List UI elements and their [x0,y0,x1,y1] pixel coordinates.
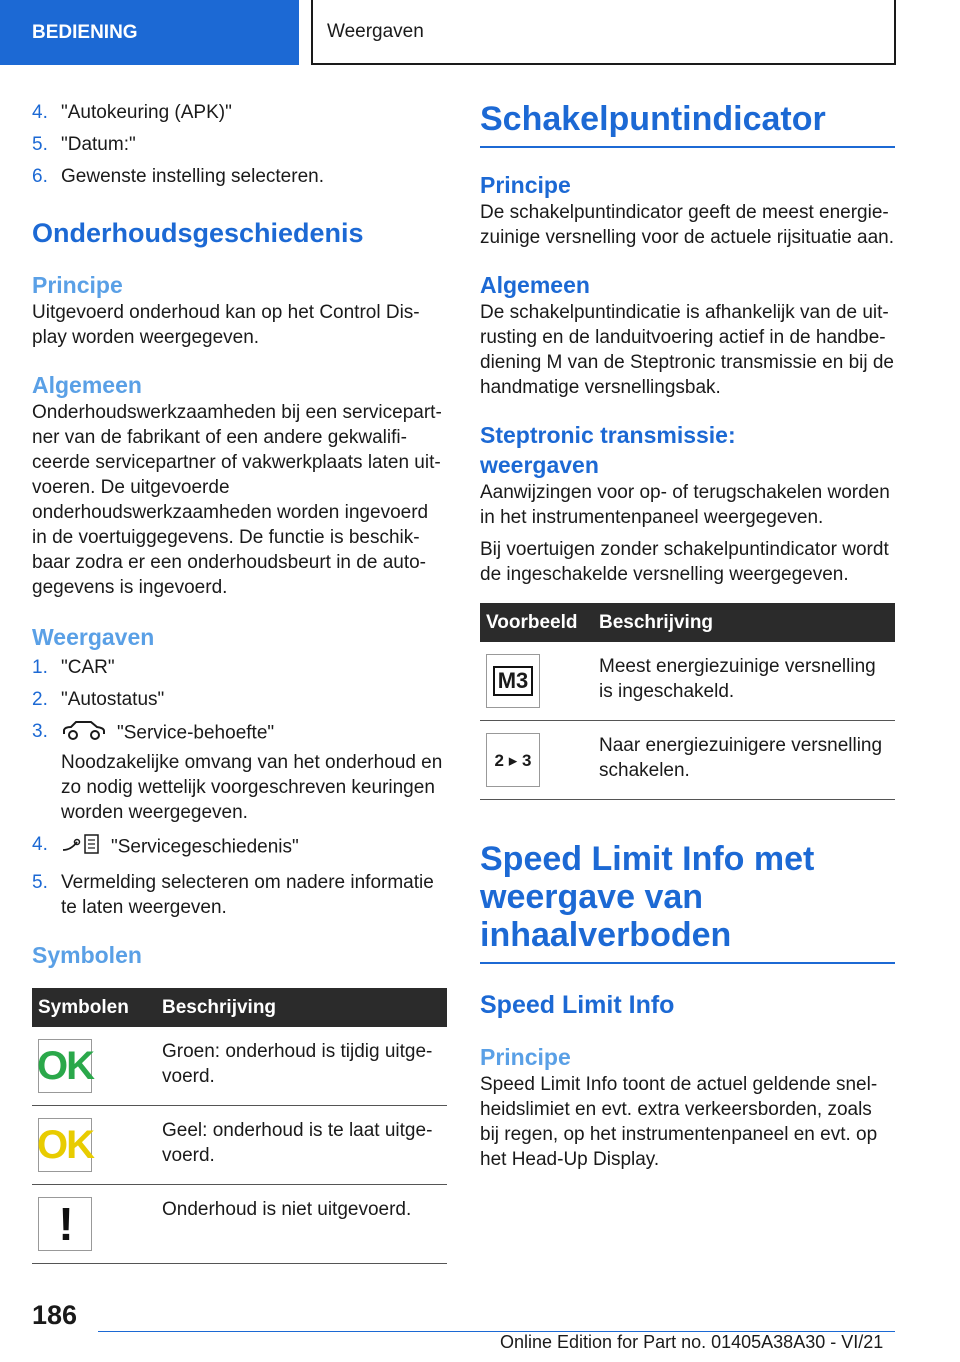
step-number: 4. [32,102,48,123]
right-column [480,100,895,1172]
section-label: BEDIENING [32,21,138,43]
left-column [32,100,447,1264]
table-cell: Meest energiezuinige versnelling is ingeschakeld. [593,642,895,721]
step-detail: Noodzakelijke omvang van het onderhoud en zo nodig wettelijk voorgeschreven keuringen worden weergegeven. [61,752,443,823]
footer-edition: Online Edition for Part no. 01405A38A30 - VI/21 [500,1332,884,1352]
paragraph-principe-right: De schakelpuntindicator geeft de meest energie-zuinige versnelling voor de actuele rijsituatie aan. [480,202,895,248]
paragraph-steptronic-2: Bij voertuigen zonder schakelpuntindicator wordt de ingeschakelde versnelling weergegeven. [480,539,889,585]
list-item [32,832,447,863]
table-row [32,1106,447,1185]
list-item [32,100,447,125]
list-item [32,719,447,825]
chapter-tab [311,0,896,65]
paragraph-steptronic-1: Aanwijzingen voor op- of terugschakelen worden in het instrumentenpaneel weergegeven. [480,482,890,528]
list-item [32,870,447,920]
ok-green-icon: OK [38,1039,92,1093]
table-cell: Naar energiezuinigere versnelling schakelen. [593,721,895,800]
exclamation-icon: ! [38,1197,92,1251]
heading-schakelpunt: Schakelpuntindicator [480,100,895,148]
step-text: "Datum:" [61,134,136,155]
heading-steptronic: Steptronic transmissie: weergaven [480,422,736,478]
list-item [32,164,447,189]
table-row [480,642,895,721]
service-history-icon [61,832,101,863]
gear-table [480,603,895,800]
step-text: Vermelding selecteren om nadere informatie te laten weergeven. [61,872,434,918]
step-text: "CAR" [61,657,115,678]
heading-principe: Principe [32,272,123,298]
heading-algemeen-right: Algemeen [480,272,590,298]
ok-yellow-icon: OK [38,1118,92,1172]
heading-weergaven: Weergaven [32,624,155,650]
step-text: "Service-behoefte" [117,722,275,744]
table-cell: Geel: onderhoud is te laat uitge-voerd. [156,1106,447,1185]
table-row [480,721,895,800]
list-item [32,687,447,712]
table-row [32,1027,447,1106]
step-number: 4. [32,834,48,855]
step-text: "Servicegeschiedenis" [111,836,299,858]
heading-speed-limit: Speed Limit Info met weergave van inhaalverboden [480,840,895,964]
heading-history: Onderhoudsgeschiedenis [32,218,364,248]
car-icon [61,719,107,748]
symbols-table [32,988,447,1264]
step-text: "Autokeuring (APK)" [61,102,232,123]
heading-principe-right: Principe [480,172,571,198]
table-header: Symbolen [32,988,156,1027]
step-number: 5. [32,134,48,155]
steps-view [32,655,447,920]
heading-symbolen: Symbolen [32,942,142,968]
step-number: 3. [32,721,48,742]
table-cell: Groen: onderhoud is tijdig uitge-voerd. [156,1027,447,1106]
chapter-label: Weergaven [327,20,424,42]
heading-sli: Speed Limit Info [480,991,675,1019]
paragraph-algemeen-right: De schakelpuntindicatie is afhankelijk van de uit-rusting en de landuitvoering actief in de handbe-diening M van de Steptronic transmissie en bij de handmatige versnellingsbak. [480,302,895,398]
shift-2-to-3-icon: 2 ▸ 3 [486,733,540,787]
steps-top [32,100,447,189]
table-header: Beschrijving [593,603,895,642]
table-row [32,1185,447,1264]
section-tab [0,0,299,65]
step-text: Gewenste instelling selecteren. [61,166,324,187]
table-header: Beschrijving [156,988,447,1027]
step-text: "Autostatus" [61,689,165,710]
heading-algemeen: Algemeen [32,372,142,398]
list-item [32,132,447,157]
step-number: 5. [32,872,48,893]
gear-m3-icon: M3 [486,654,540,708]
step-number: 2. [32,689,48,710]
page-number: 186 [32,1300,78,1330]
paragraph-principe: Uitgevoerd onderhoud kan op het Control Dis-play worden weergegeven. [32,302,420,348]
step-number: 6. [32,166,48,187]
table-cell: Onderhoud is niet uitgevoerd. [156,1185,447,1264]
step-number: 1. [32,657,48,678]
heading-principe-sli: Principe [480,1044,571,1070]
paragraph-principe-sli: Speed Limit Info toont de actuel geldende snel-heidslimiet en evt. extra verkeersborden, zoals bij regen, op het instrumentenpaneel en evt. op het Head-Up Display. [480,1074,878,1170]
paragraph-algemeen: Onderhoudswerkzaamheden bij een servicepart-ner van de fabrikant of een andere gekwalifi-ceerde servicepartner of vakwerkplaats laten uit-voeren. De uitgevoerde onderhoudswerkzaamheden worden ingevoerd in de voertuiggegevens. De functie is beschik-baar zodra er een onderhoudsbeurt in de auto-gegevens is ingevoerd. [32,402,442,598]
list-item [32,655,447,680]
table-header: Voorbeeld [480,603,593,642]
